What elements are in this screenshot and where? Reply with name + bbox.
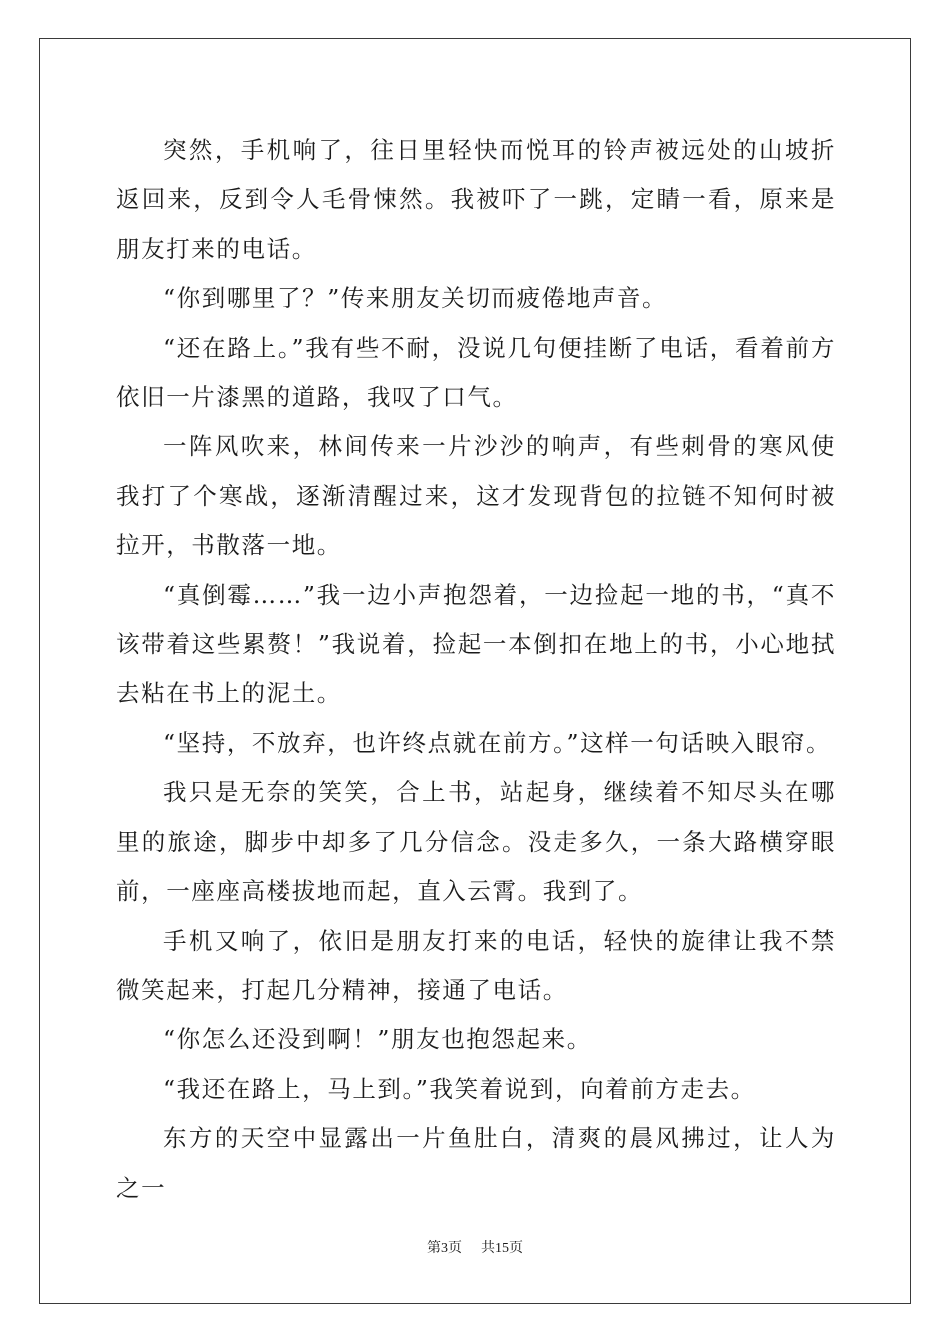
paragraph-1: 突然，手机响了，往日里轻快而悦耳的铃声被远处的山坡折返回来，反到令人毛骨悚然。我被吓了一跳，定睛一看，原来是朋友打来的电话。 <box>116 136 836 263</box>
paragraph-11: 东方的天空中显露出一片鱼肚白，清爽的晨风拂过，让人为之一 <box>116 1124 836 1202</box>
document-body <box>116 126 836 1213</box>
page-total: 共15页 <box>481 1241 523 1256</box>
paragraph-5: “真倒霉……”我一边小声抱怨着，一边捡起一地的书，“真不该带着这些累赘！”我说着，捡起一本倒扣在地上的书，小心地拭去粘在书上的泥土。 <box>116 580 836 708</box>
page-footer <box>0 1237 950 1257</box>
paragraph-7: 我只是无奈的笑笑，合上书，站起身，继续着不知尽头在哪里的旅途，脚步中却多了几分信念。没走多久，一条大路横穿眼前，一座座高楼拔地而起，直入云霄。我到了。 <box>116 778 836 906</box>
paragraph-4: 一阵风吹来，林间传来一片沙沙的响声，有些刺骨的寒风使我打了个寒战，逐渐清醒过来，这才发现背包的拉链不知何时被拉开，书散落一地。 <box>116 432 836 560</box>
paragraph-6: “坚持，不放弃，也许终点就在前方。”这样一句话映入眼帘。 <box>163 728 832 757</box>
paragraph-8: 手机又响了，依旧是朋友打来的电话，轻快的旋律让我不禁微笑起来，打起几分精神，接通了电话。 <box>116 926 836 1004</box>
paragraph-9: “你怎么还没到啊！”朋友也抱怨起来。 <box>163 1025 592 1054</box>
paragraph-10: “我还在路上，马上到。”我笑着说到，向着前方走去。 <box>163 1074 756 1103</box>
paragraph-3: “还在路上。”我有些不耐，没说几句便挂断了电话，看着前方依旧一片漆黑的道路，我叹了口气。 <box>116 333 836 412</box>
page-number: 第3页 <box>427 1241 462 1256</box>
paragraph-2: “你到哪里了？”传来朋友关切而疲倦地声音。 <box>163 284 668 313</box>
